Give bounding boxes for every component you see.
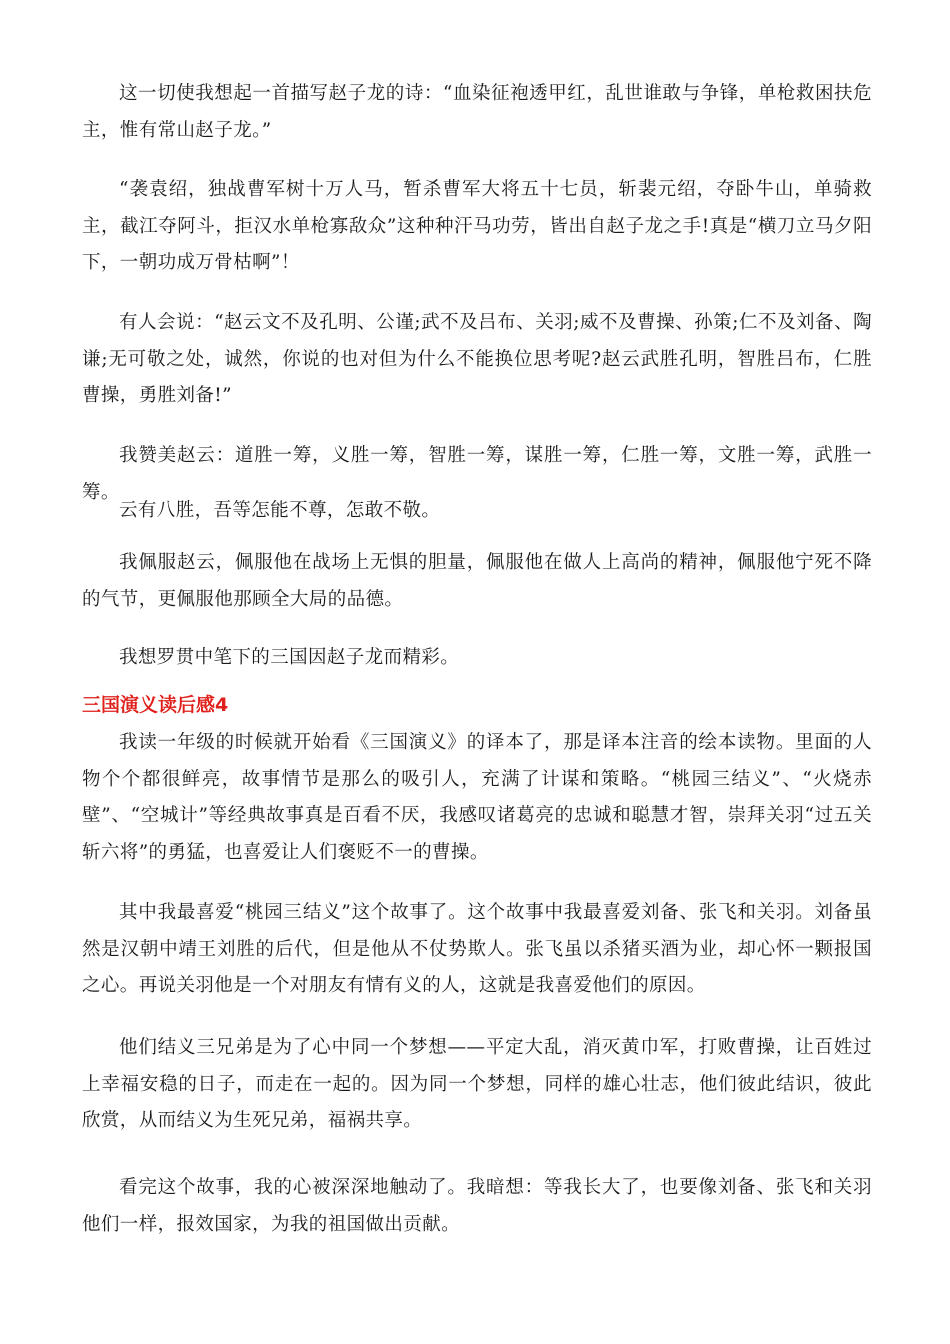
paragraph-others-say: 有人会说：“赵云文不及孔明、公谨;武不及吕布、关羽;威不及曹操、孙策;仁不及刘备、陶谦;无可敬之处，诚然，你说的也对但为什么不能换位思考呢?赵云武胜孔明，智胜吕布，仁胜曹操，勇胜刘备!”	[82, 312, 872, 406]
paragraph-zhao-deeds: “袭袁绍，独战曹军树十万人马，暂杀曹军大将五十七员，斩裴元绍，夺卧牛山，单骑救主，截江夺阿斗，拒汉水单枪寡敌众”这种种汗马功劳，皆出自赵子龙之手!真是“横刀立马夕阳下，一朝功成万骨枯啊”！	[82, 179, 872, 273]
paragraph-admire: 我佩服赵云，佩服他在战场上无惧的胆量，佩服他在做人上高尚的精神，佩服他宁死不降的气节，更佩服他那顾全大局的品德。	[82, 552, 872, 610]
section-heading: 三国演义读后感4	[82, 694, 229, 716]
paragraph-peach-garden: 其中我最喜爱“桃园三结义”这个故事了。这个故事中我最喜爱刘备、张飞和关羽。刘备虽然是汉朝中靖王刘胜的后代，但是他从不仗势欺人。张飞虽以杀猪买酒为业，却心怀一颗报国之心。再说关羽他是一个对朋友有情有义的人，这就是我喜爱他们的原因。	[82, 902, 872, 996]
paragraph-zhao-poem: 这一切使我想起一首描写赵子龙的诗：“血染征袍透甲红，乱世谁敢与争锋，单枪救困扶危主，惟有常山赵子龙。”	[82, 83, 872, 141]
paragraph-luo-guanzhong: 我想罗贯中笔下的三国因赵子龙而精彩。	[119, 647, 460, 668]
paragraph-eight-virtues: 云有八胜，吾等怎能不尊，怎敢不敬。	[119, 500, 441, 521]
paragraph-first-grade: 我读一年级的时候就开始看《三国演义》的译本了，那是译本注音的绘本读物。里面的人物个个都很鲜亮，故事情节是那么的吸引人，充满了计谋和策略。“桃园三结义”、“火烧赤壁”、“空城计”等经典故事真是百看不厌，我感叹诸葛亮的忠诚和聪慧才智，崇拜关羽“过五关斩六将”的勇猛，也喜爱让人们褒贬不一的曹操。	[82, 732, 872, 863]
paragraph-touched: 看完这个故事，我的心被深深地触动了。我暗想：等我长大了，也要像刘备、张飞和关羽他们一样，报效国家，为我的祖国做出贡献。	[82, 1177, 872, 1235]
paragraph-brothers: 他们结义三兄弟是为了心中同一个梦想——平定大乱，消灭黄巾军，打败曹操，让百姓过上幸福安稳的日子，而走在一起的。因为同一个梦想，同样的雄心壮志，他们彼此结识，彼此欣赏，从而结义为生死兄弟，福祸共享。	[82, 1037, 872, 1131]
paragraph-praise: 我赞美赵云：道胜一筹，义胜一筹，智胜一筹，谋胜一筹，仁胜一筹，文胜一筹，武胜一筹。	[82, 445, 872, 503]
